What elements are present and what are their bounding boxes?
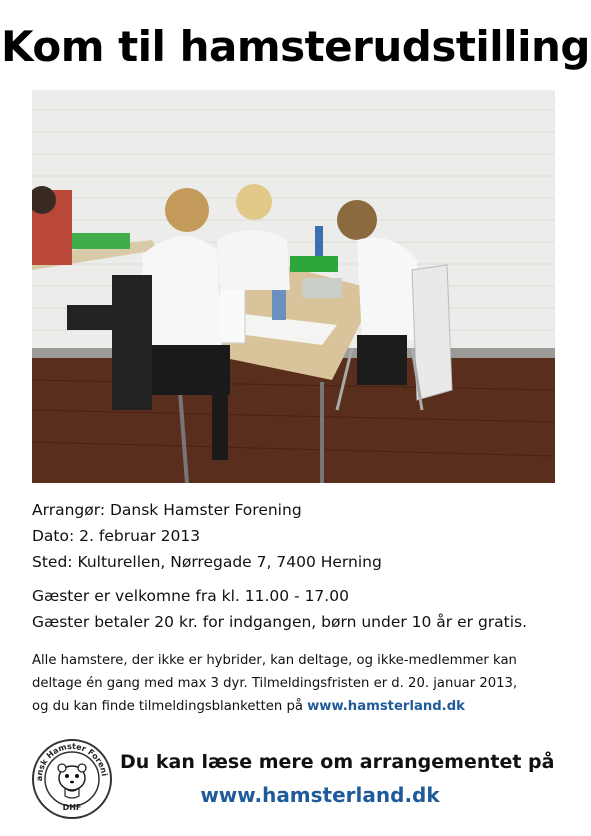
paragraph-line: Alle hamstere, der ikke er hybrider, kan deltage, og ikke-medlemmer kan [32,653,517,668]
dhf-logo [31,738,113,820]
event-photo [32,90,555,483]
registration-link[interactable]: www.hamsterland.dk [307,699,465,714]
paragraph-line: deltage én gang med max 3 dyr. Tilmeldingsfristen er d. 20. januar 2013, [32,676,518,691]
organizer-text: Arrangør: Dansk Hamster Forening [32,501,302,519]
logo-initials: DHF [62,803,82,812]
paragraph-line [32,695,562,718]
participation-paragraph [32,649,562,718]
photo-image [32,90,555,483]
date-text: Dato: 2. februar 2013 [32,527,201,545]
page-title: Kom til hamsterudstilling [1,22,590,71]
hours-text: Gæster er velkomne fra kl. 11.00 - 17.00 [32,587,349,605]
price-text: Gæster betaler 20 kr. for indgangen, børn under 10 år er gratis. [32,613,528,631]
hamster-logo-icon [31,738,113,820]
logo-ring-text: ansk Hamster Foreni [34,741,109,782]
website-link[interactable]: www.hamsterland.dk [200,783,440,807]
paragraph-line-text: og du kan finde tilmeldingsblanketten på [32,699,308,714]
place-text: Sted: Kulturellen, Nørregade 7, 7400 Herning [32,553,382,571]
read-more-text: Du kan læse mere om arrangementet på [120,751,555,773]
